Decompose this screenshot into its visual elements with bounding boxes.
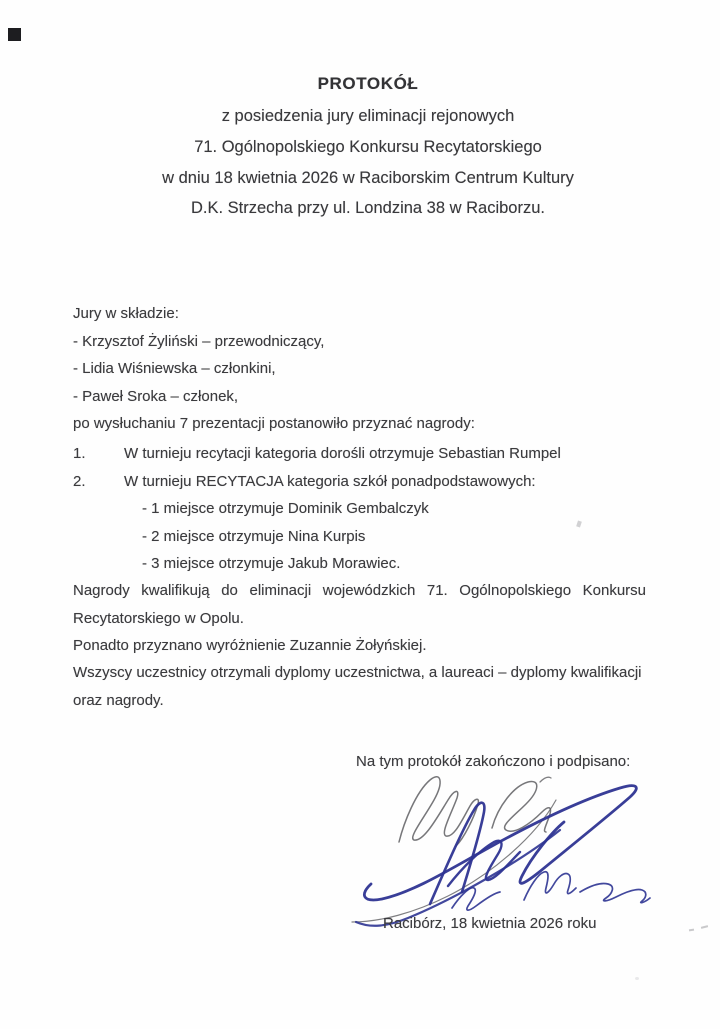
award-place: - 3 miejsce otrzymuje Jakub Morawiec. bbox=[142, 555, 401, 572]
awards-section bbox=[73, 440, 646, 578]
jury-member: - Lidia Wiśniewska – członkini, bbox=[73, 360, 276, 377]
diplomas-paragraph bbox=[73, 659, 646, 714]
subtitle-line: 71. Ogólnopolskiego Konkursu Recytatorskiego bbox=[194, 137, 542, 156]
signatures-area bbox=[260, 760, 700, 930]
decision-line: po wysłuchaniu 7 prezentacji postanowiło przyznać nagrody: bbox=[73, 415, 475, 432]
distinction-paragraph: Ponadto przyznano wyróżnienie Zuzannie Żołyńskiej. bbox=[73, 637, 427, 654]
jury-section bbox=[73, 300, 646, 410]
document-subtitle-block bbox=[16, 101, 720, 224]
subtitle-line: w dniu 18 kwietnia 2026 w Raciborskim Centrum Kultury bbox=[162, 168, 574, 187]
paragraph-line: Wszyscy uczestnicy otrzymali dyplomy uczestnictwa, a laureaci – dyplomy kwalifikacji bbox=[73, 664, 642, 681]
subtitle-line: z posiedzenia jury eliminacji rejonowych bbox=[221, 107, 515, 125]
award-item bbox=[73, 468, 646, 496]
signature-blue-pen-light bbox=[452, 872, 650, 910]
award-places bbox=[142, 495, 646, 578]
place-and-date: Racibórz, 18 kwietnia 2026 roku bbox=[383, 915, 597, 932]
document-title: PROTOKÓŁ bbox=[317, 74, 419, 93]
award-item-number: 2. bbox=[73, 472, 86, 490]
signature-blue-pen-bold bbox=[356, 786, 636, 926]
award-place: - 1 miejsce otrzymuje Dominik Gembalczyk bbox=[142, 500, 429, 517]
award-item bbox=[73, 440, 646, 468]
paragraph-line: Nagrody kwalifikują do eliminacji wojewódzkich 71. Ogólnopolskiego Konkursu bbox=[73, 582, 646, 599]
jury-member: - Paweł Sroka – członek, bbox=[73, 387, 239, 405]
award-item-text: W turnieju RECYTACJA kategoria szkół ponadpodstawowych: bbox=[124, 472, 536, 490]
award-item-number: 1. bbox=[73, 445, 86, 462]
scan-speck bbox=[701, 925, 708, 929]
award-place: - 2 miejsce otrzymuje Nina Kurpis bbox=[142, 527, 366, 545]
award-item-text: W turnieju recytacji kategoria dorośli otrzymuje Sebastian Rumpel bbox=[124, 445, 561, 462]
jury-intro: Jury w składzie: bbox=[73, 305, 179, 322]
paragraph-line: oraz nagrody. bbox=[73, 691, 164, 709]
scan-artifact-square bbox=[8, 28, 21, 41]
closing-statement: Na tym protokół zakończono i podpisano: bbox=[356, 753, 631, 770]
scan-speck bbox=[635, 977, 639, 980]
subtitle-line: D.K. Strzecha przy ul. Londzina 38 w Raciborzu. bbox=[190, 199, 545, 218]
jury-member: - Krzysztof Żyliński – przewodniczący, bbox=[73, 332, 325, 350]
paragraph-line: Recytatorskiego w Opolu. bbox=[73, 609, 244, 627]
qualification-paragraph bbox=[73, 577, 646, 632]
